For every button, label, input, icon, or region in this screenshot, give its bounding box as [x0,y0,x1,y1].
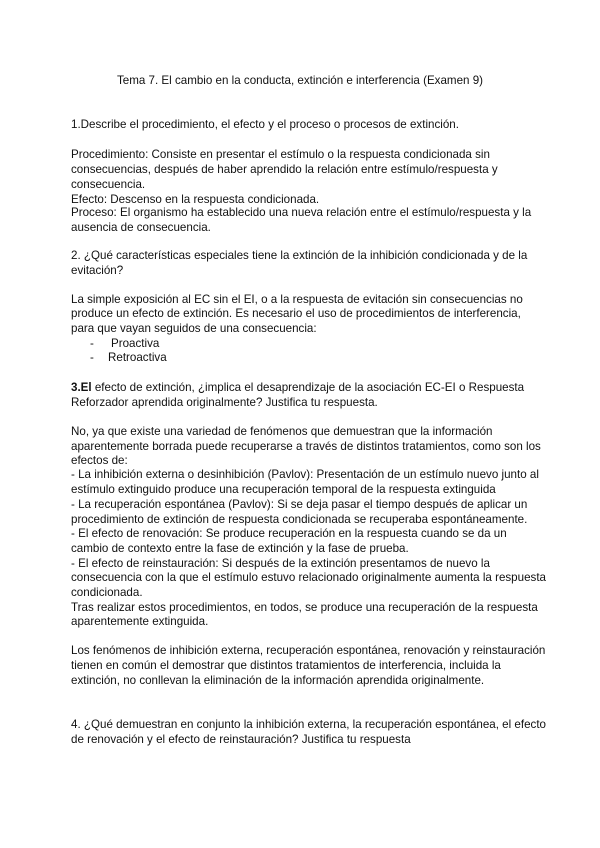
answer-1-line: consecuencias, después de haber aprendido la relación entre estímulo/respuesta y [71,163,498,176]
question-4-line: 4. ¿Qué demuestran en conjunto la inhibición externa, la recuperación espontánea, el efecto [71,718,547,731]
bullet-dash: - [90,337,94,350]
answer-1-line: Procedimiento: Consiste en presentar el estímulo o la respuesta condicionada sin [71,148,490,161]
bullet-dash: - [90,351,94,364]
question-2-line: 2. ¿Qué características especiales tiene la extinción de la inhibición condicionada y de la [71,249,528,262]
answer-1-line: Efecto: Descenso en la respuesta condicionada. [71,193,320,206]
answer-1-line: Proceso: El organismo ha establecido una nueva relación entre el estímulo/respuesta y la [71,206,532,219]
question-3-text: efecto de extinción, ¿implica el desaprendizaje de la asociación EC-EI o Respuesta [91,381,525,394]
answer-1-line: ausencia de consecuencia. [71,221,211,234]
question-4-line: de renovación y el efecto de reinstauración? Justifica tu respuesta [71,733,411,746]
answer-3-line: No, ya que existe una variedad de fenómenos que demuestran que la información [71,425,493,438]
answer-3-conclusion-line: Los fenómenos de inhibición externa, recuperación espontánea, renovación y reinstauración [71,644,546,657]
question-3-line: Reforzador aprendida originalmente? Justifica tu respuesta. [71,396,378,409]
answer-3-line: - El efecto de reinstauración: Si después de la extinción presentamos de nuevo la [71,557,490,570]
answer-2-line: para que vayan seguidos de una consecuencia: [71,322,317,335]
question-1: 1.Describe el procedimiento, el efecto y el proceso o procesos de extinción. [71,118,459,131]
question-2-line: evitación? [71,264,124,277]
answer-3-line: Tras realizar estos procedimientos, en todos, se produce una recuperación de la respuesta [71,601,538,614]
answer-3-line: aparentemente extinguida. [71,615,209,628]
bullet-text: Proactiva [111,337,160,350]
answer-3-line: aparentemente borrada puede recuperarse a través de distintos tratamientos, como son los [71,440,541,453]
answer-3-line: consecuencia con la que el estímulo estuvo relacionado originalmente aumenta la respuesta [71,571,546,584]
answer-3-line: procedimiento de extinción de respuesta condicionada se recuperaba espontáneamente. [71,513,528,526]
answer-2-line: La simple exposición al EC sin el EI, o a la respuesta de evitación sin consecuencias no [71,293,523,306]
answer-3-line: estímulo extinguido produce una recuperación temporal de la respuesta extinguida [71,483,496,496]
answer-1-line: consecuencia. [71,178,146,191]
bullet-text: Retroactiva [108,351,167,364]
answer-3-line: - La inhibición externa o desinhibición (Pavlov): Presentación de un estímulo nuevo junto al [71,468,539,481]
answer-3-line: - La recuperación espontánea (Pavlov): Si se deja pasar el tiempo después de aplicar un [71,498,528,511]
answer-3-line: - El efecto de renovación: Se produce recuperación en la respuesta cuando se da un [71,527,507,540]
question-3-number: 3.El [71,381,92,394]
answer-3-line: condicionada. [71,586,143,599]
answer-3-conclusion-line: extinción, no conllevan la eliminación de la información aprendida originalmente. [71,674,485,687]
answer-2-line: produce un efecto de extinción. Es necesario el uso de procedimientos de interferencia, [71,307,521,320]
answer-3-line: cambio de contexto entre la fase de extinción y la fase de prueba. [71,542,409,555]
answer-3-conclusion-line: tienen en común el demostrar que distintos tratamientos de interferencia, incluida la [71,659,501,672]
question-3-line [71,380,524,395]
answer-3-line: efectos de: [71,454,128,467]
document-title: Tema 7. El cambio en la conducta, extinción e interferencia (Examen 9) [116,74,484,87]
